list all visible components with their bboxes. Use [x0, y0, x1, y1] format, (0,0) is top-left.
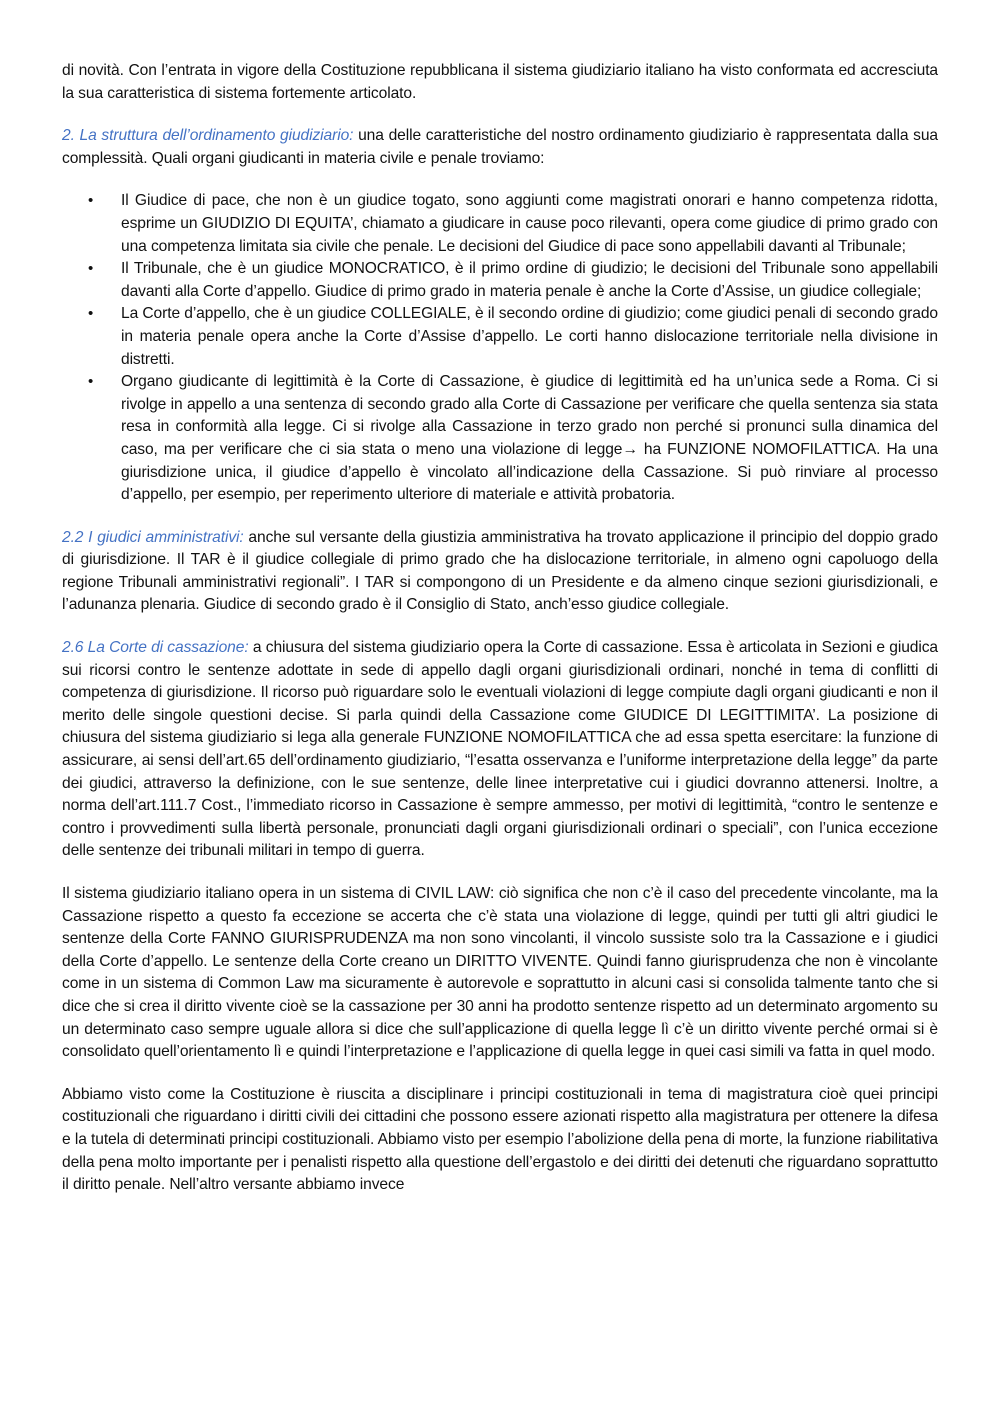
- list-item: [62, 303, 938, 371]
- section-2-heading: 2. La struttura dell’ordinamento giudiziario:: [62, 127, 354, 145]
- civil-law-paragraph: Il sistema giudiziario italiano opera in un sistema di CIVIL LAW: ciò significa che non c’è il caso del precedente vincolante, ma la Cassazione rispetto a questo fa eccezione se accerta che c’è stata una violazione di legge, quindi per tutti gli altri giudici le sentenze della Corte FANNO GIURISPRUDENZA ma non sono vincolanti, il vincolo sussiste solo tra la Cassazione e i giudici della Corte d’appello. Le sentenze della Corte creano un DIRITTO VIVENTE. Quindi fanno giurisprudenza che non è vincolante come in un sistema di Common Law ma sicuramente è autorevole e soprattutto in alcuni casi si consolida talmente tanto che si dice che si crea il diritto vivente cioè se la cassazione per 30 anni ha prodotto sentenze rispetto ad un determinato argomento su un determinato caso sempre uguale allora si dice che sull’applicazione di quella legge lì c’è un diritto vivente perché ormai si è consolidato quell’orientamento lì e quindi l’interpretazione e l’applicazione di quella legge in quei casi simili va fatta in quel modo.: [62, 885, 938, 1061]
- bullet-icon: •: [88, 305, 94, 323]
- list-item: [62, 371, 938, 507]
- list-item-text: Organo giudicante di legittimità è la Corte di Cassazione, è giudice di legittimità ed ha un’unica sede a Roma. Ci si rivolge in appello a una sentenza di secondo grado alla Corte di Cassazione per verificare che quella sentenza sia stata resa in conformità alla legge. Ci si rivolge alla Cassazione in terzo grado non perché si pronunci sulla dinamica del caso, ma per verificare che ci sia stata o meno una violazione di legge→ ha FUNZIONE NOMOFILATTICA. Ha una giurisdizione unica, il giudice d’appello è vincolato all’indicazione della Cassazione. Si può rinviare al processo d’appello, per esempio, per reperimento ulteriore di materiale e attività probatoria.: [121, 373, 938, 504]
- section-2-6-heading: 2.6 La Corte di cassazione:: [62, 639, 249, 657]
- bullet-icon: •: [88, 260, 94, 278]
- section-2-2-heading: 2.2 I giudici amministrativi:: [62, 528, 244, 546]
- list-item-text: Il Tribunale, che è un giudice MONOCRATICO, è il primo ordine di giudizio; le decisioni del Tribunale sono appellabili davanti alla Corte d’appello. Giudice di primo grado in materia penale è anche la Corte d’Assise, un giudice collegiale;: [121, 260, 938, 300]
- section-2-6-paragraph: [62, 637, 938, 863]
- list-item-text: Il Giudice di pace, che non è un giudice togato, sono aggiunti come magistrati onorari e hanno competenza ridotta, esprime un GIUDIZIO DI EQUITA’, chiamato a giudicare in cause poco rilevanti, opera come giudice di primo grado con una competenza limitata sia civile che penale. Le decisioni del Giudice di pace sono appellabili davanti al Tribunale;: [121, 192, 938, 255]
- costituzione-paragraph: Abbiamo visto come la Costituzione è riuscita a disciplinare i principi costituzionali in tema di magistratura cioè quei principi costituzionali che riguardano i diritti civili dei cittadini che possono essere azionati rispetto alla magistratura per ottenere la difesa e la tutela di determinati principi costituzionali. Abbiamo visto per esempio l’abolizione della pena di morte, la funzione riabilitativa della pena molto importante per i penalisti rispetto alla questione dell’ergastolo e dei diritti dei detenuti che riguardano soprattutto il diritto penale. Nell’altro versante abbiamo invece: [62, 1085, 938, 1194]
- bullet-icon: •: [88, 192, 94, 210]
- section-2-2-body: anche sul versante della giustizia amministrativa ha trovato applicazione il principio del doppio grado di giurisdizione. Il TAR è il giudice collegiale di primo grado che ha dislocazione territoriale, in almeno ogni capoluogo della regione Tribunali amministrativi regionali”. I TAR si compongono di un Presidente e da almeno cinque sezioni giurisdizionali, e l’adunanza plenaria. Giudice di secondo grado è il Consiglio di Stato, anch’esso giudice collegiale.: [62, 528, 938, 614]
- list-item: [62, 258, 938, 303]
- bullet-icon: •: [88, 373, 94, 391]
- intro-paragraph: di novità. Con l’entrata in vigore della Costituzione repubblicana il sistema giudiziario italiano ha visto conformata ed accresciuta la sua caratteristica di sistema fortemente articolato.: [62, 62, 938, 102]
- section-2-body: una delle caratteristiche del nostro ordinamento giudiziario è rappresentata dalla sua complessità. Quali organi giudicanti in materia civile e penale troviamo:: [62, 127, 938, 167]
- section-2-paragraph: [62, 125, 938, 170]
- section-2-2-paragraph: [62, 527, 938, 617]
- list-item: [62, 190, 938, 258]
- list-item-text: La Corte d’appello, che è un giudice COLLEGIALE, è il secondo ordine di giudizio; come giudici penali di secondo grado in materia penale opera anche la Corte d’Assise d’appello. Le corti hanno dislocazione territoriale nella divisione in distretti.: [121, 305, 938, 368]
- document-page: [62, 60, 938, 1217]
- section-2-6-body: a chiusura del sistema giudiziario opera la Corte di cassazione. Essa è articolata in Sezioni e giudica sui ricorsi contro le sentenze adottate in sede di appello dagli organi giurisdizionali ordinari, nonché in tema di conflitti di competenza di giurisdizione. Il ricorso può riguardare solo le eventuali violazioni di legge compiute dagli organi giudicanti e non il merito delle singole questioni decise. Si parla quindi della Cassazione come GIUDICE DI LEGITTIMITA’. La posizione di chiusura del sistema giudiziario si lega alla generale FUNZIONE NOMOFILATTICA che ad essa spetta esercitare: la funzione di assicurare, ai sensi dell’art.65 dell’ordinamento giudiziario, “l’esatta osservanza e l’uniforme interpretazione della legge” da parte dei giudici, attraverso la definizione, con le sue sentenze, delle linee interpretative cui i giudici dovranno attenersi. Inoltre, a norma dell’art.111.7 Cost., l’immediato ricorso in Cassazione è sempre ammesso, per motivi di legittimità, “contro le sentenze e contro i provvedimenti sulla libertà personale, pronunciati dagli organi giurisdizionali ordinari o speciali”, con l’unica eccezione delle sentenze dei tribunali militari in tempo di guerra.: [62, 639, 938, 860]
- courts-bullet-list: [62, 190, 938, 506]
